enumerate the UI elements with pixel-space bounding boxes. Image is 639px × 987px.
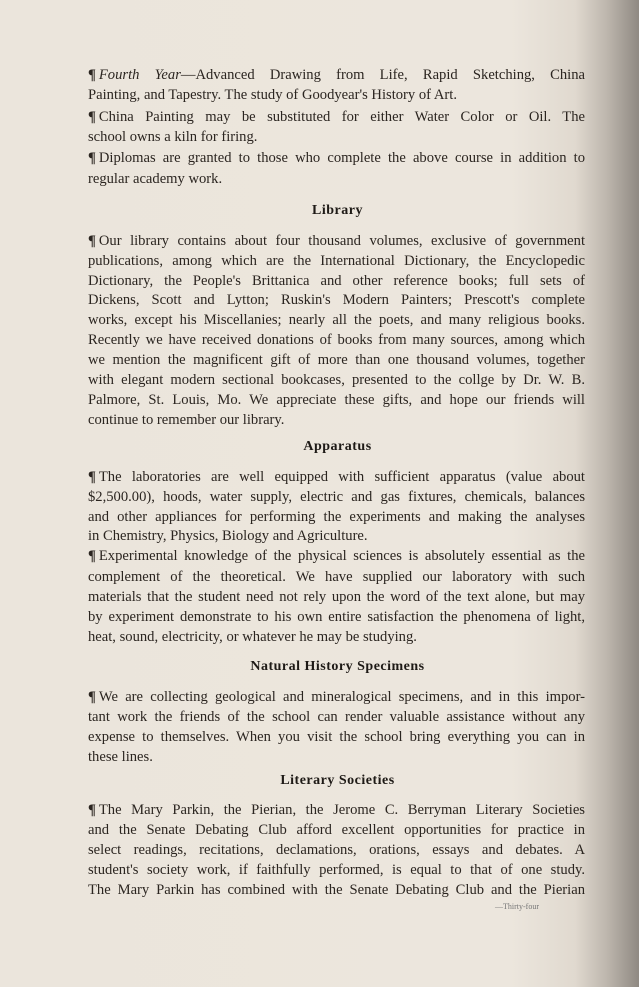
text-line: Dickens, Scott and Lytton; Ruskin's Modern Painters; Prescott's complete — [88, 292, 585, 308]
text-line: The Mary Parkin has combined with the Senate Debating Club and the Pierian — [88, 882, 585, 898]
text-line: in Chemistry, Physics, Biology and Agriculture. — [88, 528, 368, 544]
text-line: regular academy work. — [88, 171, 223, 187]
text-line: heat, sound, electricity, or whatever he may be studying. — [88, 629, 417, 645]
text-line: by experiment demonstrate to his own entire satisfaction the phenomena of light, — [88, 609, 585, 625]
text-line: with elegant modern sectional bookcases, presented to the collge by Dr. W. B. — [88, 372, 585, 388]
text-line: $2,500.00), hoods, water supply, electric and gas fixtures, chemicals, balances — [88, 489, 585, 505]
pilcrow-mark: ¶ — [88, 109, 96, 125]
text-line: complement of the theoretical. We have supplied our laboratory with such — [88, 569, 585, 585]
text-line: student's society work, if faithfully performed, is equal to that of one study. — [88, 862, 585, 878]
pilcrow-mark: ¶ — [88, 802, 96, 818]
pilcrow-mark: ¶ — [88, 150, 96, 166]
text-line: Painting, and Tapestry. The study of Goodyear's History of Art. — [88, 87, 457, 103]
pilcrow-mark: ¶ — [88, 548, 96, 564]
text-line: tant work the friends of the school can render valuable assistance without any — [88, 709, 585, 725]
text-line: works, except his Miscellanies; nearly all the poets, and many religious books. — [88, 312, 585, 328]
text-line: Recently we have received donations of books from many sources, among which — [88, 332, 585, 348]
text-line: ¶ Our library contains about four thousand volumes, exclusive of government — [88, 233, 585, 249]
text-line: materials that the student need not rely upon the word of the text alone, but may — [88, 589, 585, 605]
text-line: and other appliances for performing the experiments and making the analyses — [88, 509, 585, 525]
text-line: ¶ We are collecting geological and mineralogical specimens, and in this impor- — [88, 689, 585, 705]
text-line: ¶ Diplomas are granted to those who complete the above course in addition to — [88, 150, 585, 166]
pilcrow-mark: ¶ — [88, 689, 96, 705]
section-heading: Apparatus — [303, 439, 372, 454]
text-line: ¶ China Painting may be substituted for either Water Color or Oil. The — [88, 109, 585, 125]
section-heading: Library — [312, 203, 363, 218]
italic-term: Fourth Year — [98, 67, 181, 83]
section-heading: Natural History Specimens — [250, 659, 425, 674]
text-line: expense to themselves. When you visit the school bring everything you can in — [88, 729, 585, 745]
pilcrow-mark: ¶ — [88, 233, 96, 249]
text-line: Palmore, St. Louis, Mo. We appreciate these gifts, and hope our friends will — [88, 392, 585, 408]
text-line: we mention the magnificent gift of more than one thousand volumes, together — [88, 352, 585, 368]
text-line: school owns a kiln for firing. — [88, 129, 258, 145]
text-line: select readings, recitations, declamations, orations, essays and debates. A — [88, 842, 585, 858]
text-line: these lines. — [88, 749, 153, 765]
text-line: Dictionary, the People's Brittanica and other reference books; full sets of — [88, 273, 585, 289]
section-heading: Literary Societies — [280, 773, 395, 788]
page-number: —Thirty-four — [495, 902, 539, 911]
text-line: publications, among which are the International Dictionary, the Encyclopedic — [88, 253, 585, 269]
text-line: ¶ The laboratories are well equipped with sufficient apparatus (value about — [88, 469, 585, 485]
text-line: continue to remember our library. — [88, 412, 285, 428]
pilcrow-mark: ¶ — [88, 469, 96, 485]
text-line: ¶ Fourth Year—Advanced Drawing from Life, Rapid Sketching, China — [88, 67, 586, 83]
text-line: ¶ The Mary Parkin, the Pierian, the Jerome C. Berryman Literary Societies — [88, 802, 585, 818]
text-line: ¶ Experimental knowledge of the physical sciences is absolutely essential as the — [88, 548, 585, 564]
pilcrow-mark: ¶ — [88, 67, 96, 83]
text-line: and the Senate Debating Club afford excellent opportunities for practice in — [88, 822, 585, 838]
